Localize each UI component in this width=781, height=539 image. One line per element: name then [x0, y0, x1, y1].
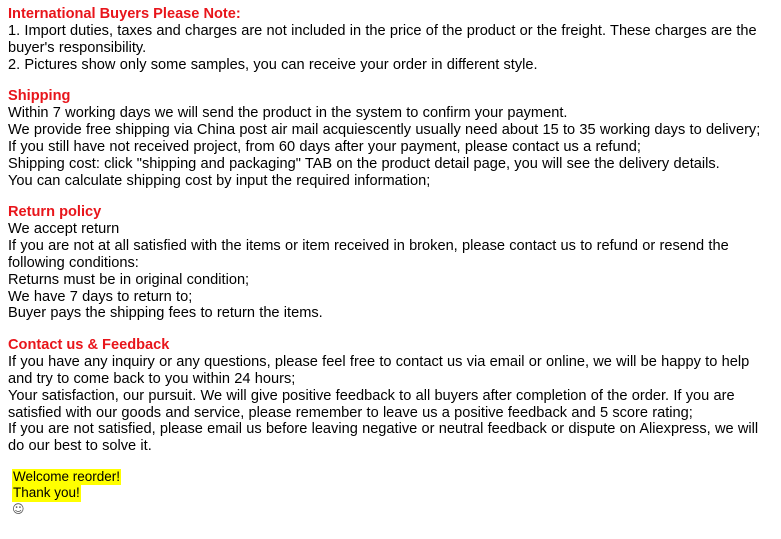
contact-feedback-section	[8, 337, 765, 455]
pictures-note: 2. Pictures show only some samples, you can receive your order in different style.	[8, 56, 538, 73]
shipping-calculate-note: You can calculate shipping cost by input the required information;	[8, 172, 431, 189]
import-duties-note: 1. Import duties, taxes and charges are not included in the price of the product or the freight. These charges are the buyer's responsibility.	[8, 23, 757, 56]
contact-not-satisfied: If you are not satisfied, please email us before leaving negative or neutral feedback or dispute on Aliexpress, we will do our best to solve it.	[8, 421, 759, 455]
return-conditions: If you are not at all satisfied with the items or item received in broken, please contact us to refund or resend the following conditions:	[8, 238, 729, 271]
contact-feedback-heading: Contact us & Feedback	[8, 337, 170, 354]
return-days: We have 7 days to return to;	[8, 288, 193, 305]
shipping-section	[8, 88, 765, 189]
international-buyers-heading: International Buyers Please Note:	[8, 6, 241, 22]
contact-inquiry: If you have any inquiry or any questions, please feel free to contact us via email or online, we will be happy to help and try to come back to you within 24 hours;	[8, 354, 750, 387]
smiley-icon: ☺	[12, 501, 25, 516]
shipping-cost-note: Shipping cost: click "shipping and packaging" TAB on the product detail page, you will see the delivery details.	[8, 155, 720, 172]
closing-message	[12, 469, 765, 517]
return-policy-heading: Return policy	[8, 204, 102, 221]
return-accept: We accept return	[8, 221, 120, 238]
shipping-dispatch-time: Within 7 working days we will send the product in the system to confirm your payment.	[8, 105, 568, 122]
shipping-free-shipping: We provide free shipping via China post air mail acquiescently usually need about 15 to 35 working days to delivery;	[8, 122, 761, 139]
thank-you-text: Thank you!	[13, 485, 80, 501]
contact-satisfaction: Your satisfaction, our pursuit. We will give positive feedback to all buyers after completion of the order. If you are satisfied with our goods and service, please remember to leave us a positive feedback and 5 score rating;	[8, 387, 735, 421]
return-original-condition: Returns must be in original condition;	[8, 271, 250, 288]
welcome-reorder-text: Welcome reorder!	[13, 468, 121, 484]
shipping-heading: Shipping	[8, 88, 71, 105]
return-policy-section	[8, 204, 765, 322]
return-shipping-fees: Buyer pays the shipping fees to return the items.	[8, 305, 323, 322]
shipping-refund-note: If you still have not received project, from 60 days after your payment, please contact us a refund;	[8, 138, 641, 155]
international-buyers-section	[8, 6, 765, 73]
